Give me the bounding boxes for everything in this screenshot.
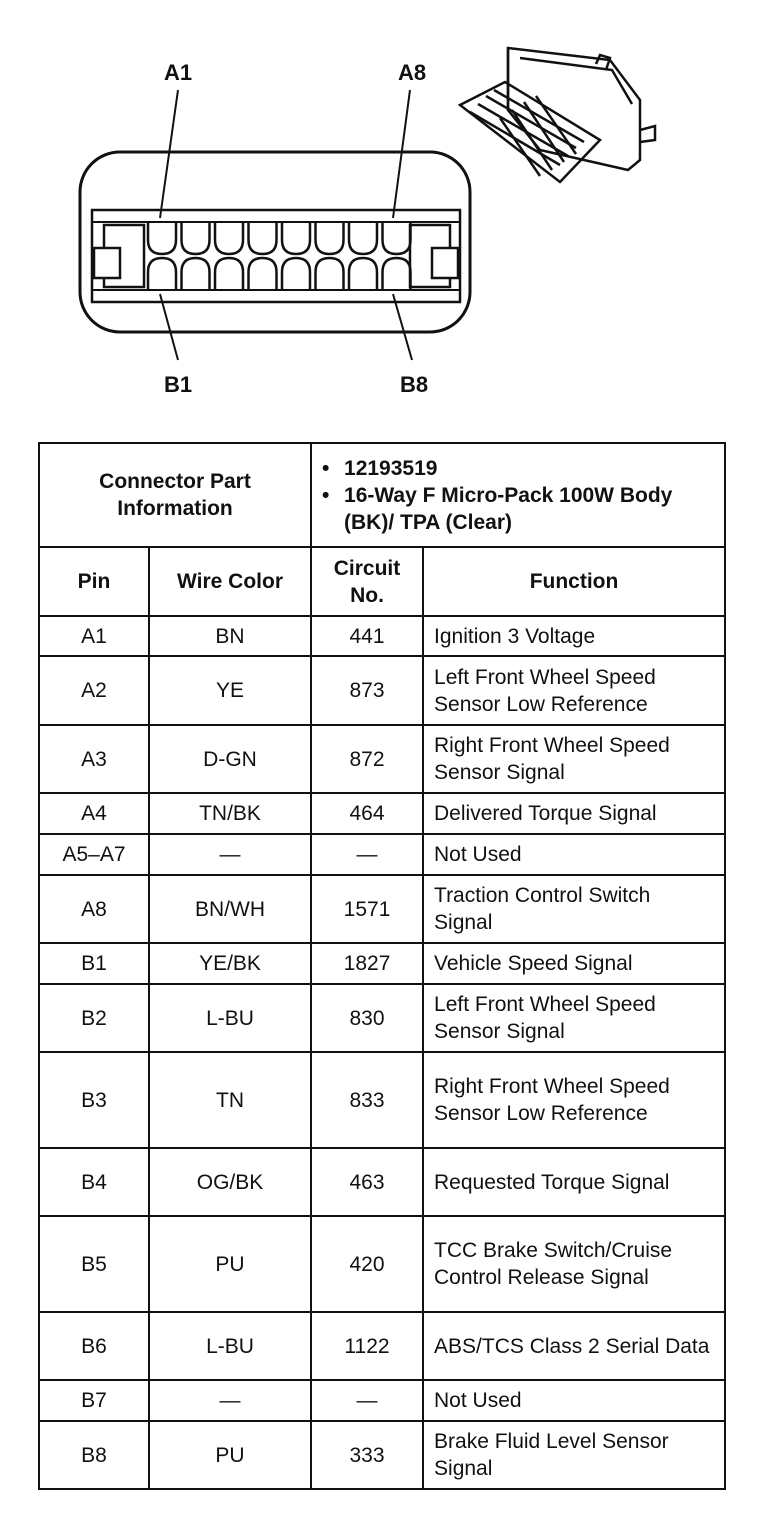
table-row [39, 793, 725, 834]
circuit-number-cell: 333 [311, 1421, 423, 1489]
terminal-cavity [182, 258, 210, 290]
connector-info-row [39, 443, 725, 547]
connector-pinout-table [38, 442, 726, 1490]
terminal-cavity [148, 258, 176, 290]
function-cell: Left Front Wheel Speed Sensor Low Reference [423, 656, 725, 725]
terminal-cavity [282, 222, 310, 254]
function-cell: TCC Brake Switch/Cruise Control Release Signal [423, 1216, 725, 1312]
wire-color-cell: OG/BK [149, 1148, 311, 1216]
pin-cell: A2 [39, 656, 149, 725]
pin-cell: A3 [39, 725, 149, 793]
b8-leader [393, 294, 412, 360]
connector-info-label: Connector Part Information [39, 443, 311, 547]
wire-color-cell: D-GN [149, 725, 311, 793]
function-cell: Not Used [423, 834, 725, 875]
pin-cell: B2 [39, 984, 149, 1052]
terminal-cavity [215, 222, 243, 254]
pin-cell: B3 [39, 1052, 149, 1148]
header-wire-color: Wire Color [149, 547, 311, 616]
pin-label-a8: A8 [398, 60, 427, 85]
terminal-cavity [383, 222, 411, 254]
terminal-cavity [383, 258, 411, 290]
circuit-number-cell: 1571 [311, 875, 423, 943]
table-row [39, 943, 725, 984]
wire-color-cell: YE/BK [149, 943, 311, 984]
part-number: 12193519 [344, 456, 438, 480]
table-row [39, 834, 725, 875]
circuit-number-cell: 464 [311, 793, 423, 834]
wire-color-cell: YE [149, 656, 311, 725]
function-cell: ABS/TCS Class 2 Serial Data [423, 1312, 725, 1380]
wire-color-cell: L-BU [149, 984, 311, 1052]
table-row [39, 1421, 725, 1489]
pin-cell: B1 [39, 943, 149, 984]
circuit-number-cell: 1827 [311, 943, 423, 984]
pin-cell: A1 [39, 616, 149, 656]
a8-leader [393, 90, 410, 218]
connector-perspective-illustration [460, 48, 655, 182]
circuit-number-cell: 830 [311, 984, 423, 1052]
column-header-row [39, 547, 725, 616]
wire-color-cell: BN [149, 616, 311, 656]
table-row [39, 1052, 725, 1148]
terminal-cavity [182, 222, 210, 254]
pin-cell: B7 [39, 1380, 149, 1421]
table-row [39, 1216, 725, 1312]
wire-color-cell: L-BU [149, 1312, 311, 1380]
bottom-row-cavities [148, 258, 411, 290]
connector-figure [0, 0, 768, 430]
pin-cell: A5–A7 [39, 834, 149, 875]
pin-label-b1: B1 [164, 372, 193, 397]
table-row [39, 656, 725, 725]
circuit-number-cell: — [311, 834, 423, 875]
connector-description: 16-Way F Micro-Pack 100W Body (BK)/ TPA (Clear) [344, 483, 673, 534]
terminal-cavity [349, 222, 377, 254]
circuit-number-cell: 873 [311, 656, 423, 725]
pin-label-a1: A1 [164, 60, 193, 85]
function-cell: Requested Torque Signal [423, 1148, 725, 1216]
header-pin: Pin [39, 547, 149, 616]
connector-face-drawing [0, 0, 768, 430]
circuit-number-cell: 441 [311, 616, 423, 656]
terminal-cavity [148, 222, 176, 254]
table-row [39, 984, 725, 1052]
terminal-cavity [249, 258, 277, 290]
top-row-cavities [148, 222, 411, 254]
wire-color-cell: TN [149, 1052, 311, 1148]
function-cell: Ignition 3 Voltage [423, 616, 725, 656]
pin-label-b8: B8 [400, 372, 429, 397]
wire-color-cell: — [149, 1380, 311, 1421]
b1-leader [160, 294, 178, 360]
function-cell: Traction Control Switch Signal [423, 875, 725, 943]
wire-color-cell: — [149, 834, 311, 875]
circuit-number-cell: 872 [311, 725, 423, 793]
terminal-cavity [316, 222, 344, 254]
pin-cell: B4 [39, 1148, 149, 1216]
circuit-number-cell: 1122 [311, 1312, 423, 1380]
info-bullet: • 16-Way F Micro-Pack 100W Body (BK)/ TPA (Clear) [322, 482, 714, 536]
wire-color-cell: TN/BK [149, 793, 311, 834]
terminal-cavity [282, 258, 310, 290]
header-function: Function [423, 547, 725, 616]
connector-info-details [311, 443, 725, 547]
info-bullet: • 12193519 [322, 456, 438, 480]
pin-cell: B6 [39, 1312, 149, 1380]
circuit-number-cell: 420 [311, 1216, 423, 1312]
function-cell: Left Front Wheel Speed Sensor Signal [423, 984, 725, 1052]
table-row [39, 1312, 725, 1380]
terminal-cavity [349, 258, 377, 290]
wire-color-cell: PU [149, 1421, 311, 1489]
function-cell: Vehicle Speed Signal [423, 943, 725, 984]
table-row [39, 725, 725, 793]
terminal-cavity [316, 258, 344, 290]
function-cell: Not Used [423, 1380, 725, 1421]
function-cell: Right Front Wheel Speed Sensor Signal [423, 725, 725, 793]
circuit-number-cell: 463 [311, 1148, 423, 1216]
pin-cell: B5 [39, 1216, 149, 1312]
terminal-cavity [215, 258, 243, 290]
table-row [39, 1380, 725, 1421]
table-row [39, 875, 725, 943]
function-cell: Right Front Wheel Speed Sensor Low Reference [423, 1052, 725, 1148]
function-cell: Delivered Torque Signal [423, 793, 725, 834]
header-circuit-no: Circuit No. [311, 547, 423, 616]
wire-color-cell: PU [149, 1216, 311, 1312]
function-cell: Brake Fluid Level Sensor Signal [423, 1421, 725, 1489]
pin-cell: A8 [39, 875, 149, 943]
pin-cell: B8 [39, 1421, 149, 1489]
terminal-cavity [249, 222, 277, 254]
pin-cell: A4 [39, 793, 149, 834]
circuit-number-cell: — [311, 1380, 423, 1421]
wire-color-cell: BN/WH [149, 875, 311, 943]
a1-leader [160, 90, 178, 218]
table-row [39, 616, 725, 656]
table-row [39, 1148, 725, 1216]
circuit-number-cell: 833 [311, 1052, 423, 1148]
